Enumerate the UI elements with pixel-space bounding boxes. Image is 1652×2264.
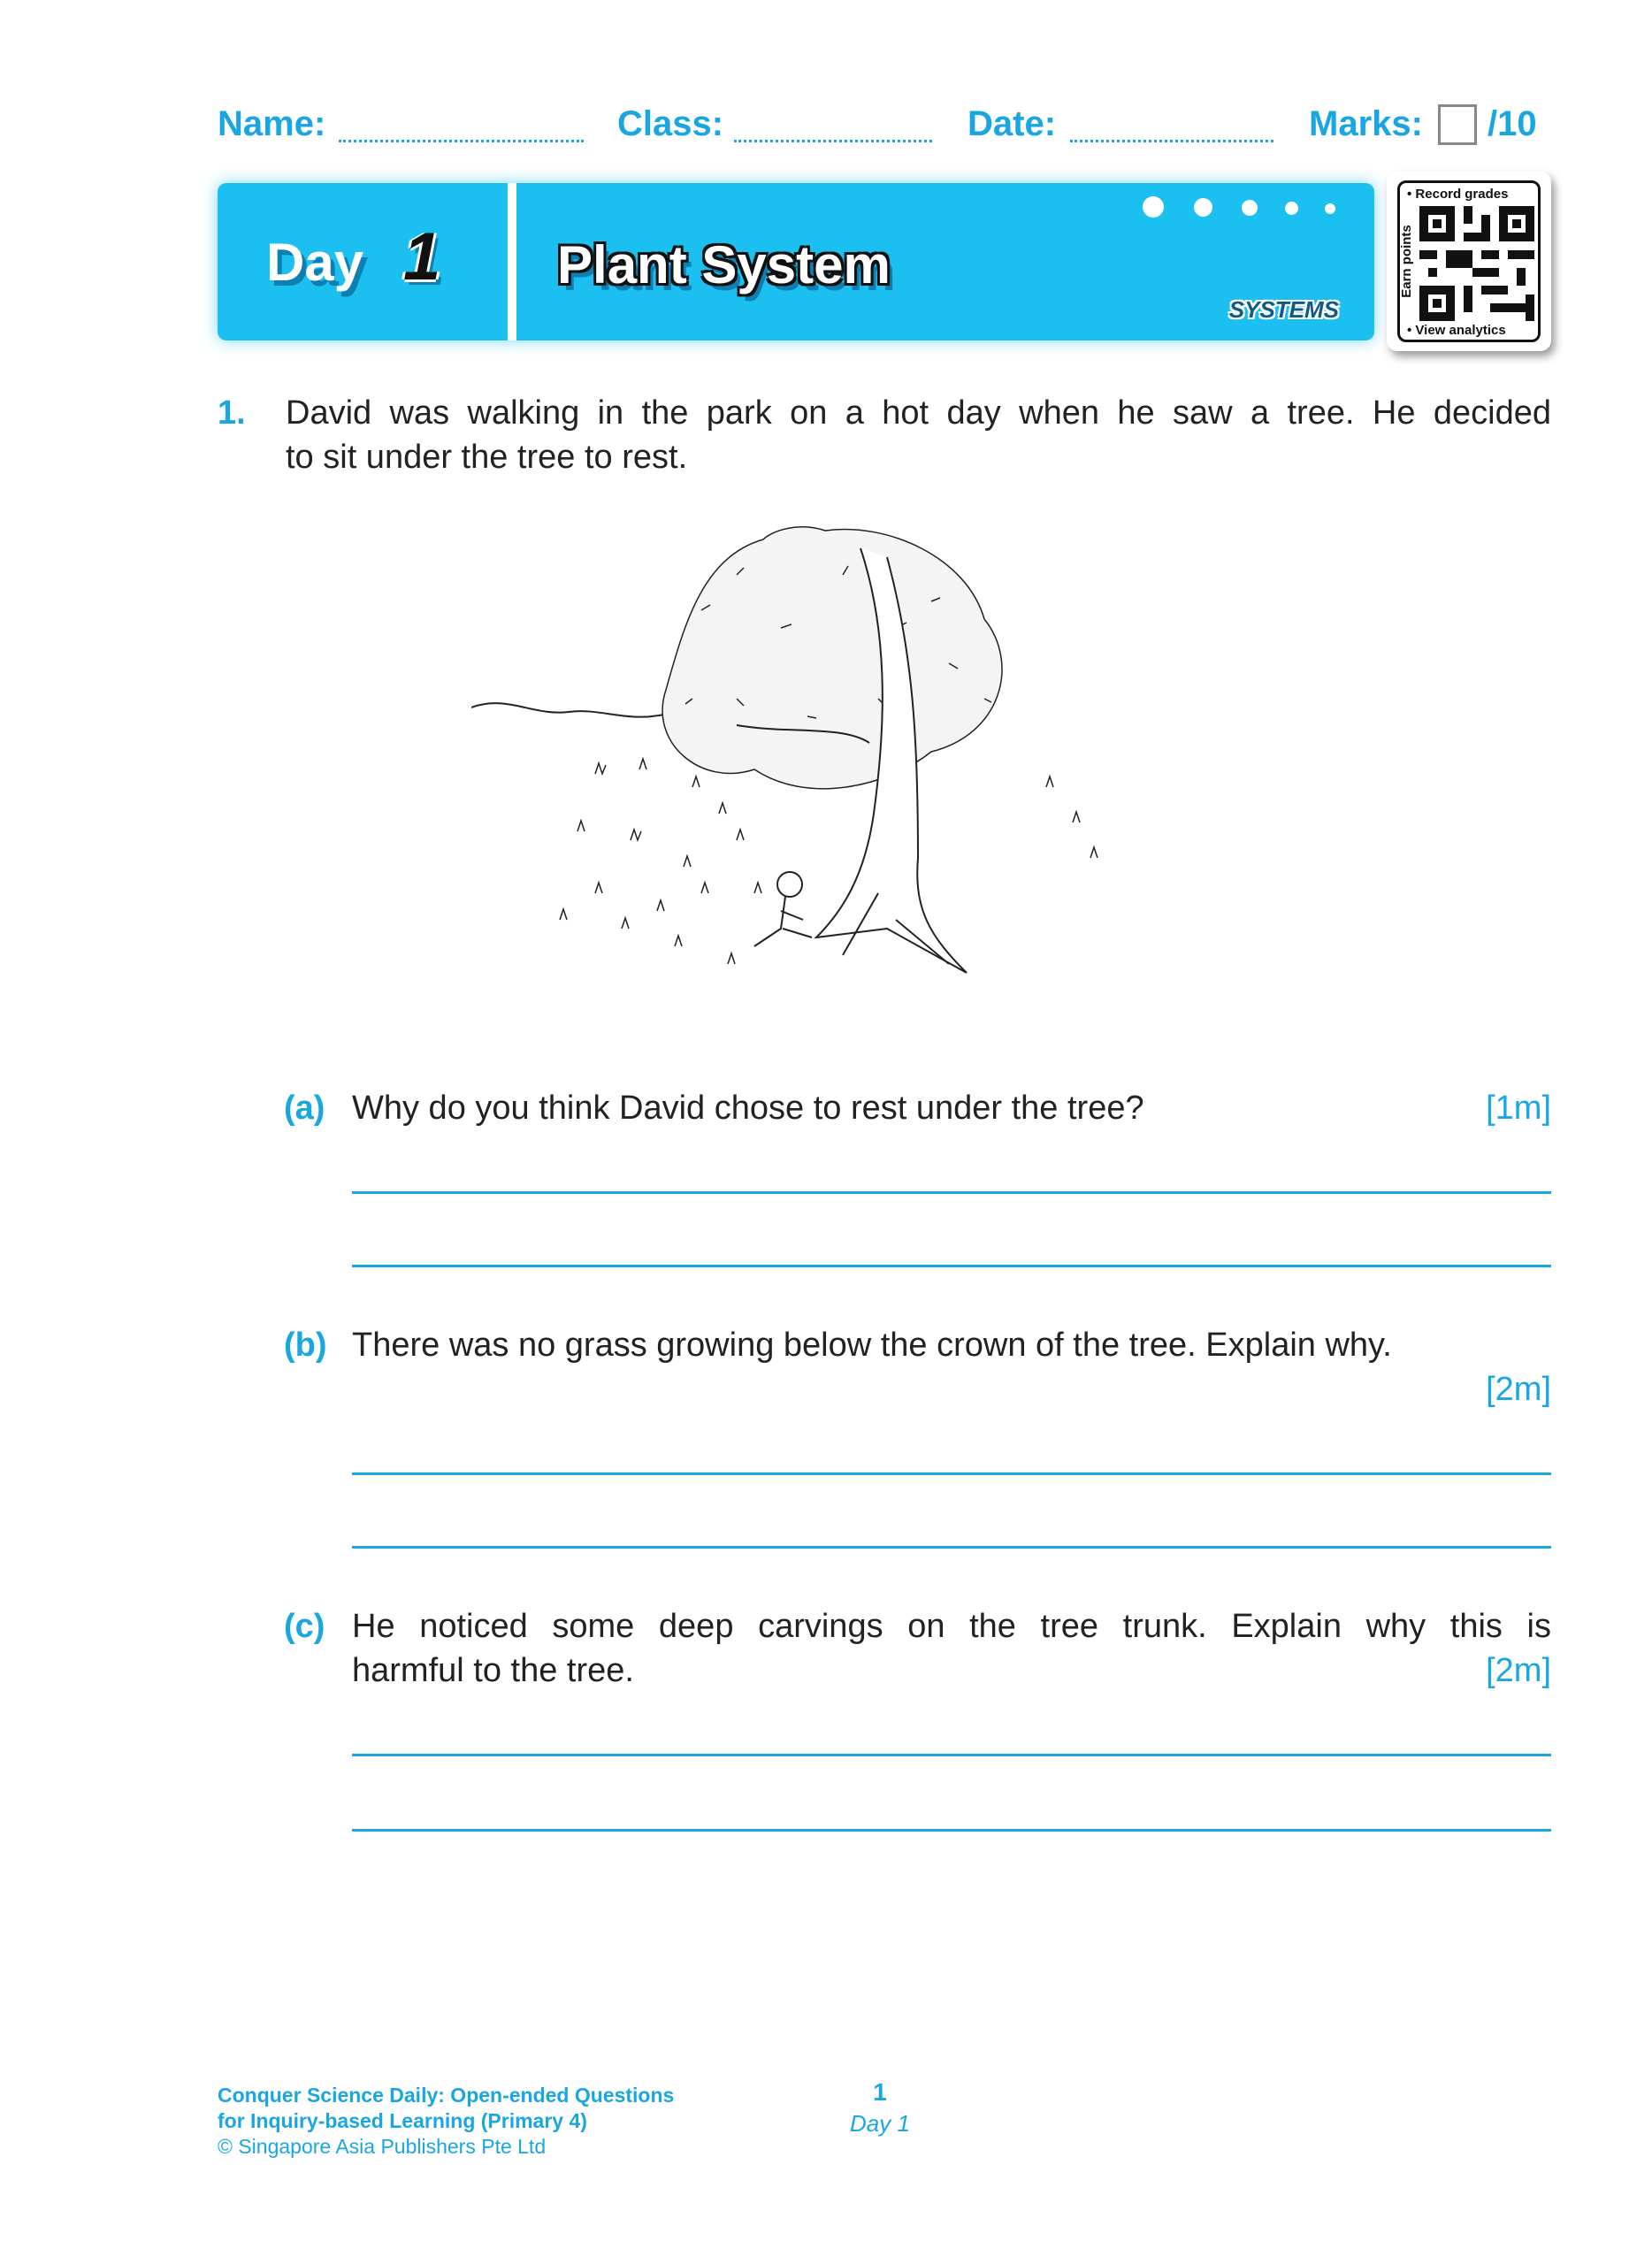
part-a-marks: [1m] (1486, 1090, 1551, 1127)
part-a-text: Why do you think David chose to rest under the tree? (352, 1090, 1144, 1127)
qr-bottom-text: • View analytics (1407, 323, 1506, 338)
part-b-label: (b) (284, 1327, 327, 1364)
answer-line-c1[interactable] (352, 1754, 1551, 1756)
part-c-marks: [2m] (1486, 1652, 1551, 1689)
qr-side-text: Earn points (1398, 225, 1414, 298)
question-text: David was walking in the park on a hot day when he saw a tree. He decided (286, 394, 1551, 432)
marks-box[interactable] (1438, 104, 1477, 145)
qr-code-icon (1419, 206, 1534, 321)
dot-icon (1143, 196, 1164, 218)
answer-line-b2[interactable] (352, 1546, 1551, 1549)
marks-total: /10 (1488, 104, 1537, 143)
qr-frame (1397, 180, 1541, 342)
question-number: 1. (218, 394, 246, 432)
page-day: Day 1 (850, 2110, 910, 2137)
page-number: 1 (873, 2078, 887, 2106)
theme-label: SYSTEMS (1228, 296, 1339, 323)
tree-illustration (471, 522, 1205, 999)
dot-icon (1285, 202, 1298, 215)
name-label: Name: (218, 104, 326, 143)
banner-divider (508, 183, 516, 340)
part-c-label: (c) (284, 1608, 325, 1645)
question-text: to sit under the tree to rest. (286, 439, 688, 476)
answer-line-b1[interactable] (352, 1472, 1551, 1475)
qr-top-text: • Record grades (1407, 187, 1509, 202)
footer-book-title: Conquer Science Daily: Open-ended Questions (218, 2084, 675, 2107)
class-field[interactable] (734, 140, 932, 142)
date-field[interactable] (1070, 140, 1273, 142)
part-c-text: harmful to the tree. (352, 1652, 634, 1689)
dot-icon (1194, 198, 1212, 217)
class-label: Class: (617, 104, 724, 143)
part-b-text: There was no grass growing below the crown of the tree. Explain why. (352, 1327, 1392, 1364)
part-c-text: He noticed some deep carvings on the tree trunk. Explain why this is (352, 1608, 1551, 1645)
marks-label: Marks: (1309, 104, 1423, 143)
boy-figure (754, 872, 812, 946)
day-banner (218, 183, 1374, 340)
part-b-marks: [2m] (1486, 1371, 1551, 1408)
footer-copyright: © Singapore Asia Publishers Pte Ltd (218, 2135, 547, 2158)
day-number: 1 (403, 219, 441, 294)
name-field[interactable] (339, 140, 584, 142)
topic-title: Plant System (557, 235, 891, 294)
answer-line-c2[interactable] (352, 1829, 1551, 1832)
date-label: Date: (967, 104, 1057, 143)
part-a-label: (a) (284, 1090, 325, 1127)
day-word: Day (266, 233, 364, 292)
dot-icon (1325, 203, 1335, 214)
dot-icon (1242, 200, 1258, 216)
answer-line-a2[interactable] (352, 1265, 1551, 1267)
qr-card[interactable] (1387, 172, 1551, 351)
footer-book-title: for Inquiry-based Learning (Primary 4) (218, 2109, 587, 2132)
answer-line-a1[interactable] (352, 1191, 1551, 1194)
